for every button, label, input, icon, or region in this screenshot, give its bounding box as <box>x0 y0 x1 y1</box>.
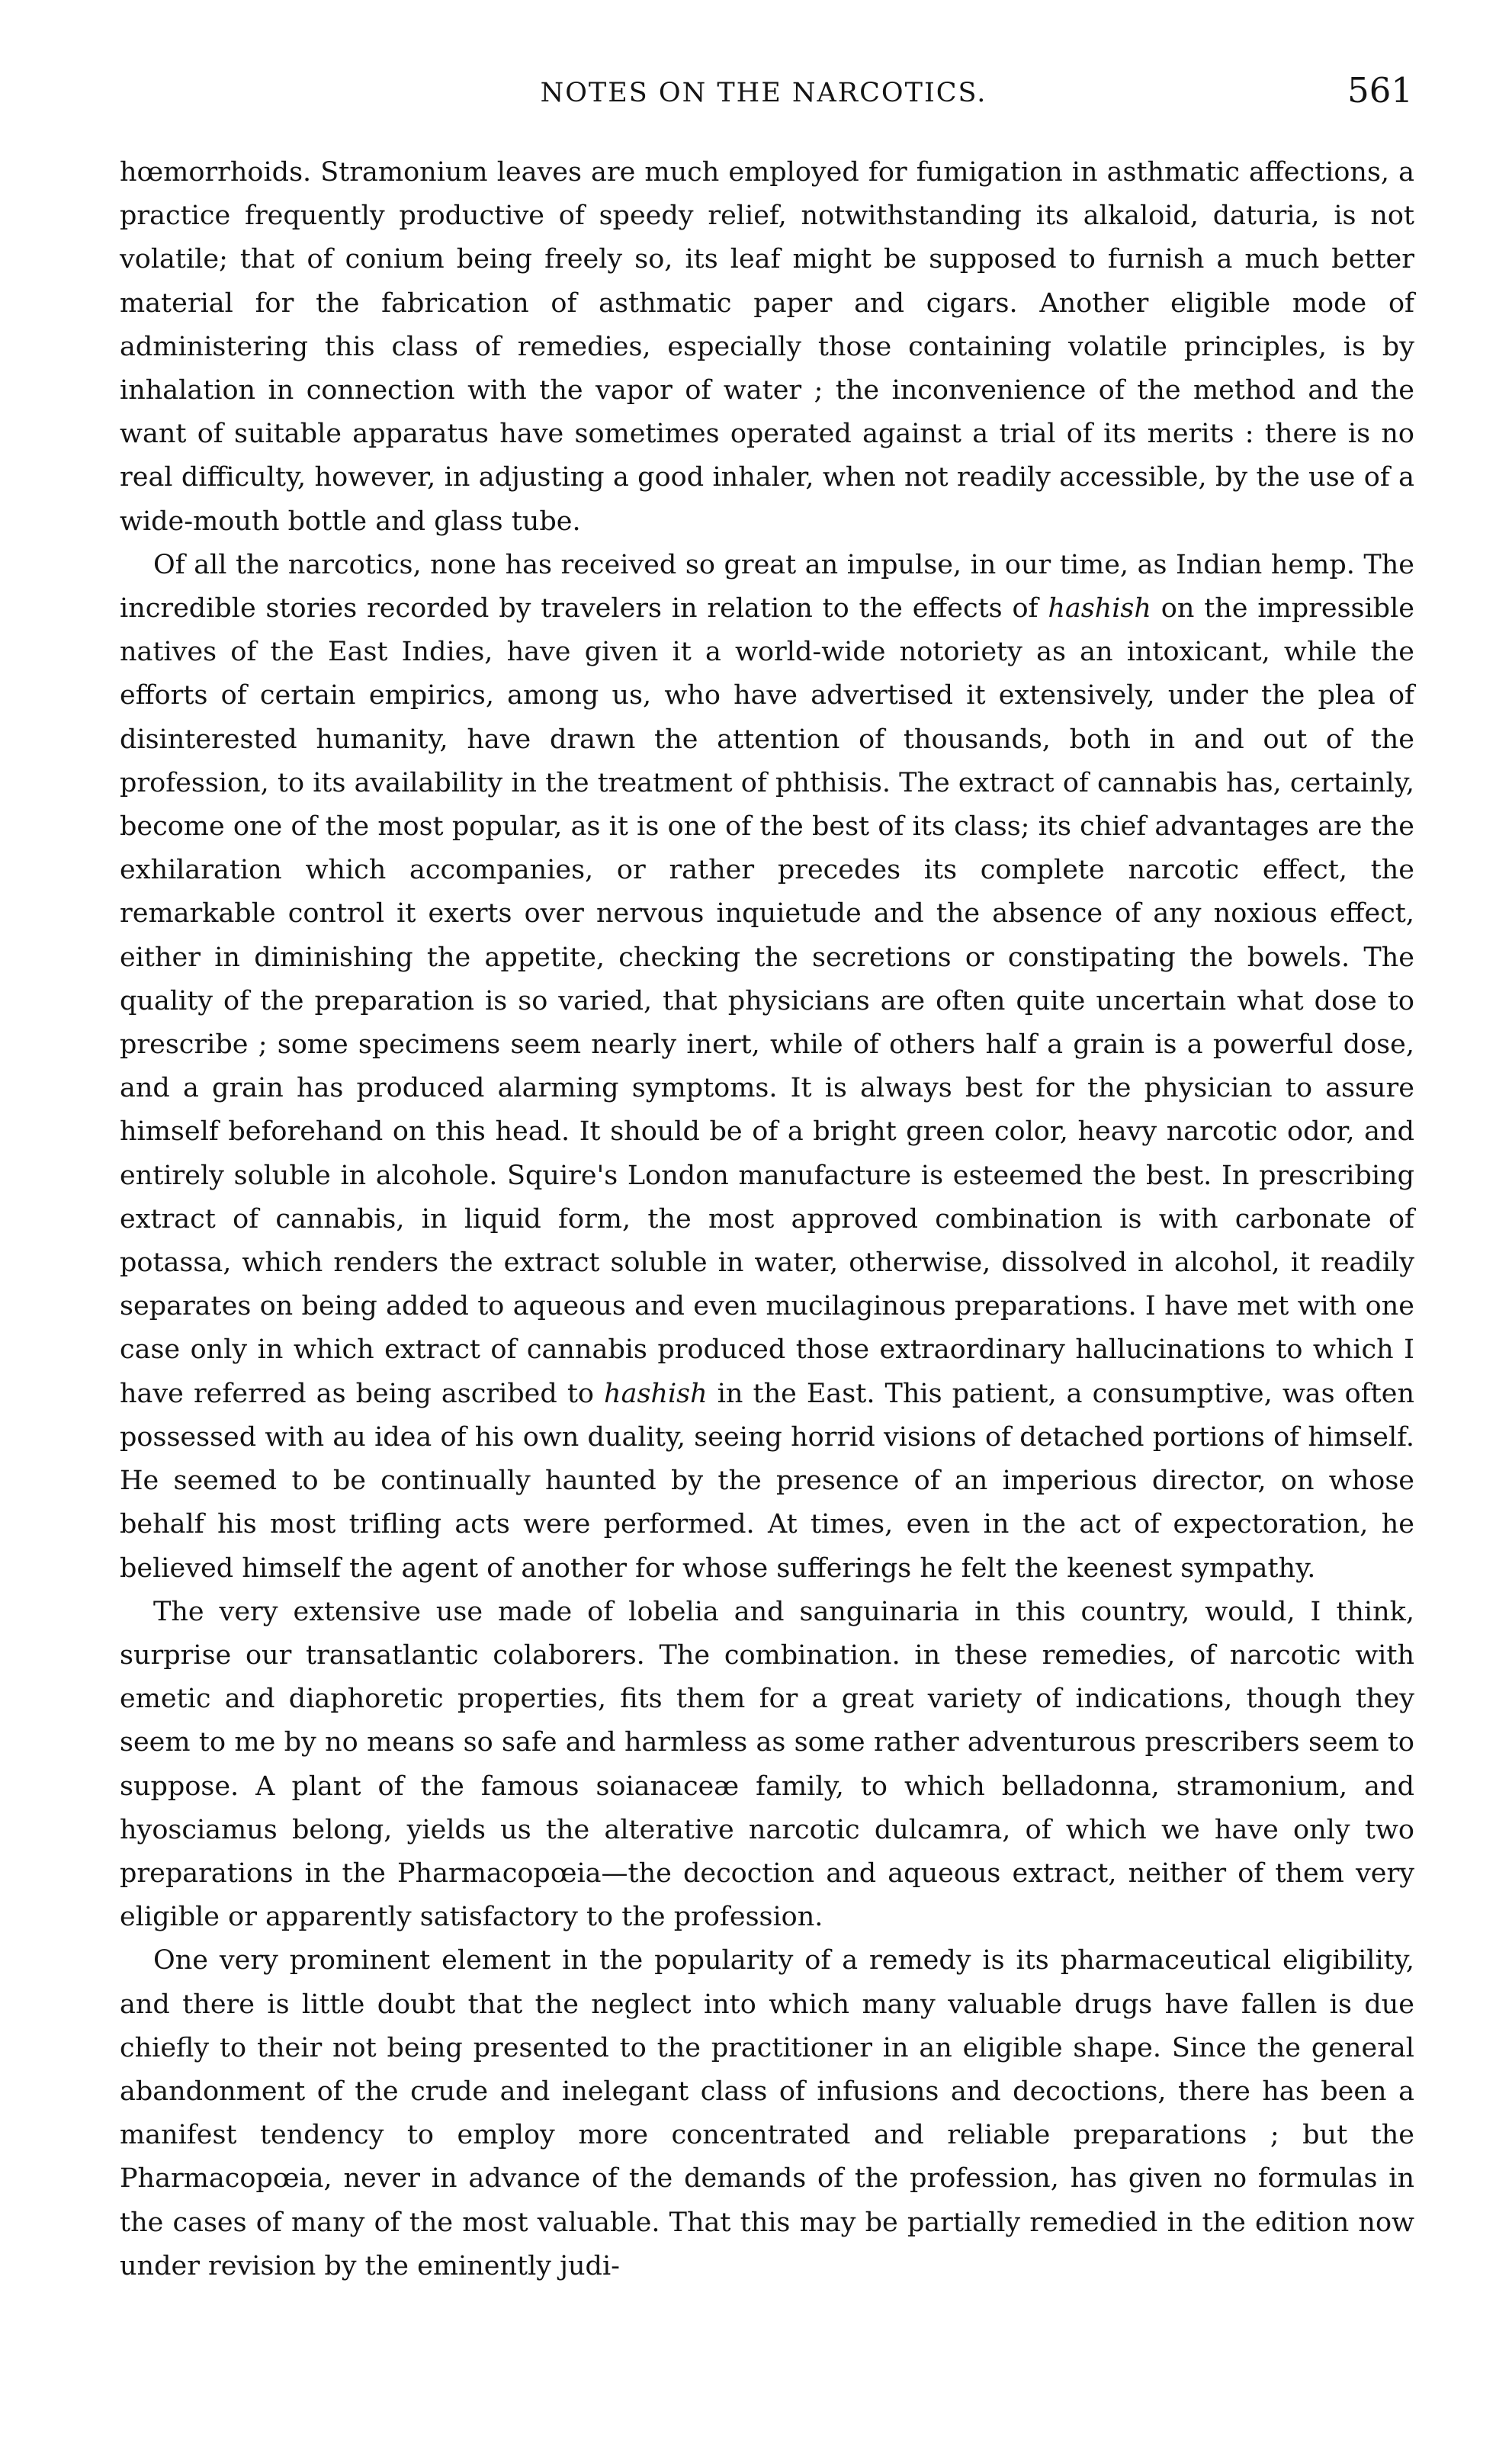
paragraph-1 <box>120 151 1414 544</box>
italic-term: hashish <box>1048 593 1151 625</box>
italic-term: hashish <box>604 1378 708 1409</box>
text-segment: One very prominent element in the popularity of a remedy is its pharmaceutical eligibility, and there is little doubt that the neglect into which many valuable drugs have fallen is due chiefly to their not being presented to the practitioner in an eligible shape. Since the general abandonment of the crude and inelegant class of infusions and decoctions, there has been a manifest tendency to employ more concentrated and reliable preparations ; but the Pharmacopœia, never in advance of the demands of the profession, has given no formulas in the cases of many of the most valuable. That this may be partially remedied in the edition now under revision by the eminently judi- <box>120 1945 1414 2281</box>
running-title: NOTES ON THE NARCOTICS. <box>540 78 987 108</box>
text-segment: Of all the narcotics, none has received so great an impulse, in our time, as Indian hemp. The incredible stories recorded by travelers in relation to the effects of <box>120 549 1414 625</box>
text-segment: in the East. This patient, a consumptive, was often possessed with au idea of his own duality, seeing horrid visions of detached portions of himself. He seemed to be continually haunted by the presence of an imperious director, on whose behalf his most trifling acts were performed. At times, even in the act of expectoration, he believed himself the agent of another for whose sufferings he felt the keenest sympathy. <box>120 1378 1415 1584</box>
body-text <box>120 151 1414 2288</box>
page-header <box>114 70 1413 116</box>
paragraph-2 <box>120 544 1414 1591</box>
text-segment: hœmorrhoids. Stramonium leaves are much employed for fumigation in asthmatic affections, a practice frequently productive of speedy relief, notwithstanding its alkaloid, daturia, is not volatile; that of conium being freely so, its leaf might be supposed to furnish a much better material for the fabrication of asthmatic paper and cigars. Another eligible mode of administering this class of remedies, especially those containing volatile principles, is by inhalation in connection with the vapor of water ; the inconvenience of the method and the want of suitable apparatus have sometimes operated against a trial of its merits : there is no real difficulty, however, in adjusting a good inhaler, when not readily accessible, by the use of a wide-mouth bottle and glass tube. <box>120 157 1414 537</box>
text-segment: The very extensive use made of lobelia and sanguinaria in this country, would, I think, surprise our transatlantic colaborers. The combination. in these remedies, of narcotic with emetic and diaphoretic properties, fits them for a great variety of indications, though they seem to me by no means so safe and harmless as some rather adventurous prescribers seem to suppose. A plant of the famous soianaceæ family, to which belladonna, stramonium, and hyosciamus belong, yields us the alterative narcotic dulcamra, of which we have only two preparations in the Pharmacopœia—the decoction and aqueous extract, neither of them very eligible or apparently satisfactory to the profession. <box>120 1596 1414 1933</box>
text-segment: on the impressible natives of the East Indies, have given it a world-wide notoriety as an intoxicant, while the efforts of certain empirics, among us, who have advertised it extensively, under the plea of disinterested humanity, have drawn the attention of thousands, both in and out of the profession, to its availability in the treatment of phthisis. The extract of cannabis has, certainly, become one of the most popular, as it is one of the best of its class; its chief advantages are the exhilaration which accompanies, or rather precedes its complete narcotic effect, the remarkable control it exerts over nervous inquietude and the absence of any noxious effect, either in diminishing the appetite, checking the secretions or constipating the bowels. The quality of the preparation is so varied, that physicians are often quite uncertain what dose to prescribe ; some specimens seem nearly inert, while of others half a grain is a powerful dose, and a grain has produced alarming symptoms. It is always best for the physician to assure himself beforehand on this head. It should be of a bright green color, heavy narcotic odor, and entirely soluble in alcohole. Squire's London manufacture is esteemed the best. In prescribing extract of cannabis, in liquid form, the most approved combination is with carbonate of potassa, which renders the extract soluble in water, otherwise, dissolved in alcohol, it readily separates on being added to aqueous and even mucilaginous preparations. I have met with one case only in which extract of cannabis produced those extraordinary hallucinations to which I have referred as being ascribed to <box>120 593 1414 1409</box>
paragraph-4 <box>120 1939 1414 2288</box>
page-number: 561 <box>1347 70 1413 111</box>
paragraph-3 <box>120 1591 1414 1940</box>
